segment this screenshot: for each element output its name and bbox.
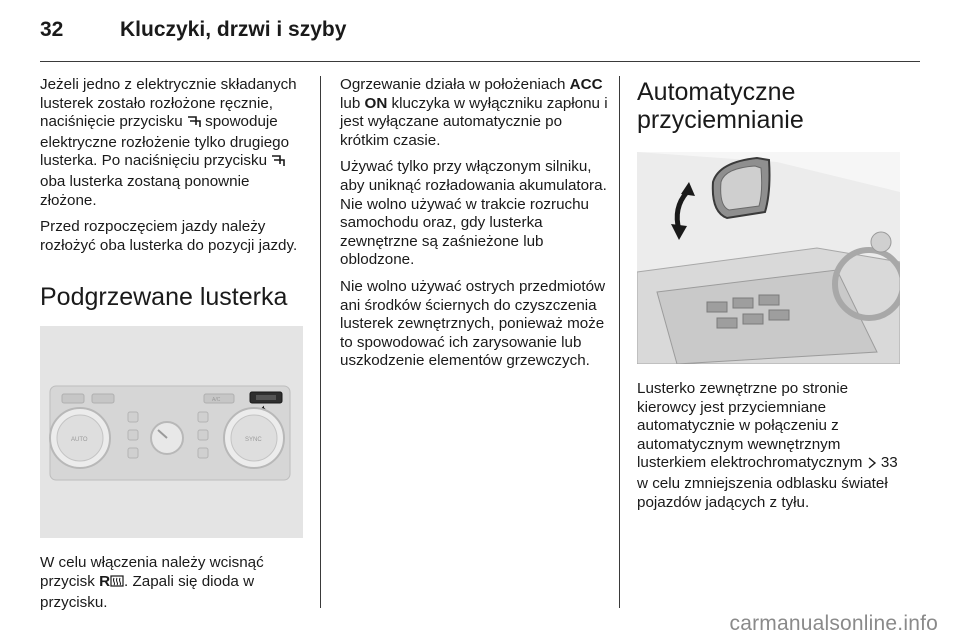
header-divider (40, 61, 920, 62)
text-span: spowoduje elektryczne rozłożenie tylko drugiego lusterka. Po naciśnięciu przycisku (40, 113, 290, 170)
auto-dimming-paragraph (637, 380, 905, 512)
column-1 (40, 76, 308, 620)
mirror-fold-icon (187, 114, 201, 134)
column-divider (619, 76, 620, 608)
page-reference[interactable]: 33 (880, 454, 898, 472)
text-span: . Zapali się dioda w przycisku. (40, 572, 255, 611)
door-mirror-illustration (637, 152, 900, 364)
heated-rear-window-icon (110, 575, 124, 594)
engine-running-paragraph: Używać tylko przy włączonym silniku, aby uniknąć rozładowania akumulatora. Nie wolno używać w trakcie rozruchu samochodu oraz, gdy lusterka zewnętrzne są zaśnieżone lub oblodzone. (340, 158, 607, 269)
door-mirror-figure (637, 152, 900, 364)
climate-panel-illustration (40, 326, 303, 538)
watermark: carmanualsonline.info (729, 612, 938, 635)
page-title: Kluczyki, drzwi i szyby (120, 18, 347, 41)
page-ref-arrow-icon (867, 456, 877, 475)
page-header (40, 18, 920, 58)
text-span: W celu włączenia należy wcisnąć przycisk (40, 554, 264, 590)
page-number: 32 (40, 18, 64, 41)
on-position: ON (364, 94, 388, 112)
climate-control-figure (40, 326, 303, 538)
auto-dimming-heading (637, 78, 905, 134)
column-3 (637, 76, 905, 520)
column-divider (320, 76, 321, 608)
text-span: w celu zmniejszenia odblasku świateł pojazdów jadących z tyłu. (637, 474, 888, 511)
mirror-fold-icon (271, 153, 285, 173)
acc-position: ACC (569, 76, 603, 93)
ac-label: A/C (212, 397, 221, 404)
heating-operation-paragraph (340, 76, 608, 150)
sync-label: SYNC (245, 437, 262, 444)
text-span: Jeżeli jedno z elektrycznie składanych lusterek zostało rozłożone ręcznie, naciśnięcie przycisku (40, 76, 297, 131)
heated-button-letter: R (99, 572, 111, 590)
text-span: kluczyka w wyłączniku zapłonu i jest wyłączane automatycznie po krótkim czasie. (340, 94, 608, 149)
cleaning-warning-paragraph: Nie wolno używać ostrych przedmiotów ani środków ściernych do czyszczenia lusterek zewnętrznych, ponieważ może to spowodować ich zarysowanie lub uszkodzenie elementów grzewczych. (340, 277, 606, 370)
heated-mirrors-caption (40, 554, 308, 612)
auto-label: AUTO (71, 437, 88, 444)
heading-line: Automatyczne (637, 78, 796, 106)
text-span: Lusterko zewnętrzne po stronie kierowcy jest przyciemniane automatycznie w połączeniu z automatycznym wewnętrznym lusterkiem elektrochromatycznym (637, 380, 867, 472)
text-span: lub (340, 94, 365, 112)
heading-line: przyciemnianie (637, 106, 804, 134)
column-2 (340, 76, 608, 379)
mirror-fold-paragraph (40, 76, 308, 210)
heated-mirrors-heading: Podgrzewane lusterka (40, 283, 288, 312)
before-driving-paragraph: Przed rozpoczęciem jazdy należy rozłożyć oba lusterka do pozycji jazdy. (40, 218, 298, 254)
text-span: Ogrzewanie działa w położeniach (340, 76, 570, 93)
text-span: oba lusterka zostaną ponownie złożone. (40, 172, 250, 209)
